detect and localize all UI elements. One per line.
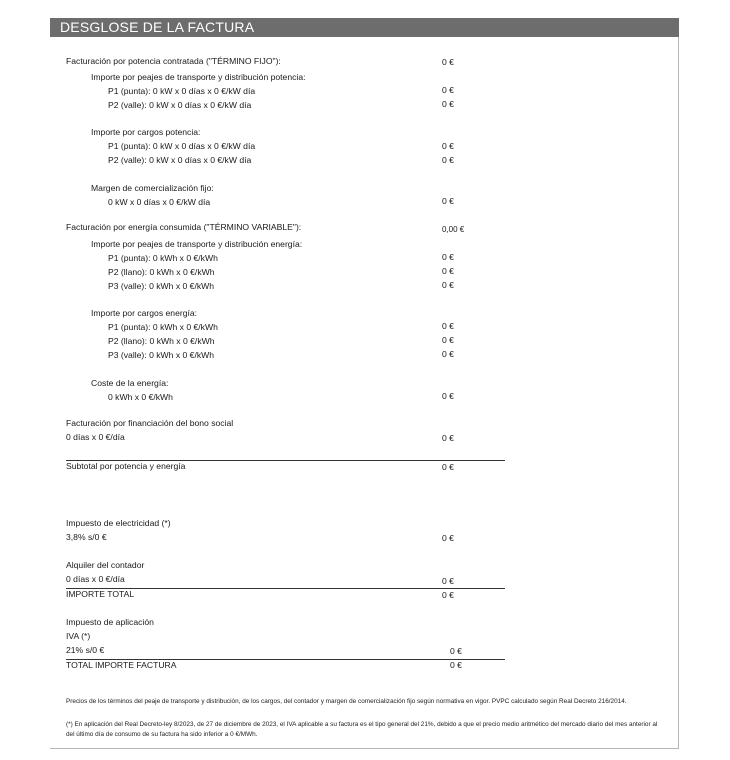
energy-cost-value: 0 € — [442, 391, 454, 401]
energy-tolls-label: Importe por peajes de transporte y distribución energía: — [91, 239, 303, 249]
energy-tolls-p2-value: 0 € — [442, 266, 454, 276]
vat-detail: 21% s/0 € — [66, 645, 105, 655]
electricity-tax-label: Impuesto de electricidad (*) — [66, 518, 171, 528]
total-amount-label: IMPORTE TOTAL — [66, 589, 135, 599]
fixed-margin-value: 0 € — [442, 196, 454, 206]
energy-tolls-p3: P3 (valle): 0 kWh x 0 €/kWh — [108, 281, 215, 291]
social-bonus-detail: 0 días x 0 €/día — [66, 432, 125, 442]
energy-tolls-p3-value: 0 € — [442, 280, 454, 290]
energy-cost-detail: 0 kWh x 0 €/kWh — [108, 392, 173, 402]
fixed-charges-p1-value: 0 € — [442, 141, 454, 151]
fixed-charges-p1: P1 (punta): 0 kW x 0 días x 0 €/kW día — [108, 141, 256, 151]
meter-rental-label: Alquiler del contador — [66, 560, 145, 570]
energy-charges-p3-value: 0 € — [442, 349, 454, 359]
total-amount-value: 0 € — [442, 590, 454, 600]
variable-term-value: 0,00 € — [442, 225, 465, 234]
energy-tolls-p2: P2 (llano): 0 kWh x 0 €/kWh — [108, 267, 215, 277]
fixed-tolls-p1: P1 (punta): 0 kW x 0 días x 0 €/kW día — [108, 86, 256, 96]
fixed-margin-label: Margen de comercialización fijo: — [91, 183, 214, 193]
electricity-tax-detail: 3,8% s/0 € — [66, 532, 107, 542]
energy-charges-label: Importe por cargos energía: — [91, 308, 198, 318]
energy-charges-p1-value: 0 € — [442, 321, 454, 331]
meter-rental-detail: 0 días x 0 €/día — [66, 574, 125, 584]
electricity-tax-value: 0 € — [442, 533, 454, 543]
energy-cost-label: Coste de la energía: — [91, 378, 169, 388]
energy-tolls-p1-value: 0 € — [442, 252, 454, 262]
meter-rental-value: 0 € — [442, 576, 454, 586]
fixed-charges-p2: P2 (valle): 0 kW x 0 días x 0 €/kW día — [108, 155, 252, 165]
fixed-charges-label: Importe por cargos potencia: — [91, 127, 201, 137]
fixed-term-label: Facturación por potencia contratada ("TÉRMINO FIJO"): — [66, 56, 281, 66]
applied-tax-label: Impuesto de aplicación — [66, 617, 154, 627]
fixed-tolls-p1-value: 0 € — [442, 85, 454, 95]
fixed-term-value: 0 € — [442, 57, 454, 67]
subtotal-label: Subtotal por potencia y energía — [66, 461, 186, 471]
vat-label: IVA (*) — [66, 631, 91, 641]
variable-term-label: Facturación por energía consumida ("TÉRMINO VARIABLE"): — [66, 222, 302, 232]
invoice-total-value: 0 € — [450, 660, 462, 670]
fixed-charges-p2-value: 0 € — [442, 155, 454, 165]
social-bonus-value: 0 € — [442, 433, 454, 443]
energy-charges-p1: P1 (punta): 0 kWh x 0 €/kWh — [108, 322, 218, 332]
energy-charges-p3: P3 (valle): 0 kWh x 0 €/kWh — [108, 350, 215, 360]
social-bonus-label: Facturación por financiación del bono social — [66, 418, 234, 428]
footnote-vat: (*) En aplicación del Real Decreto-ley 8/2023, de 27 de diciembre de 2023, el IVA aplicable a su factura es el tipo general del 21%, debido a que el precio medio aritmético del mercado diario del mes anterior al del último día de consumo de su factura ha sido inferior a 0 €/MWh. — [66, 721, 658, 738]
energy-tolls-p1: P1 (punta): 0 kWh x 0 €/kWh — [108, 253, 218, 263]
invoice-total-label: TOTAL IMPORTE FACTURA — [66, 660, 177, 670]
fixed-margin-detail: 0 kW x 0 días x 0 €/kW día — [108, 197, 211, 207]
footnote-prices: Precios de los términos del peaje de transporte y distribución, de los cargos, del contador y margen de comercialización fijo según normativa en vigor. PVPC calculado según Real Decreto 216/2014. — [66, 698, 627, 705]
section-header: DESGLOSE DE LA FACTURA — [50, 18, 679, 37]
vat-value: 0 € — [450, 646, 462, 656]
fixed-tolls-p2-value: 0 € — [442, 99, 454, 109]
energy-charges-p2: P2 (llano): 0 kWh x 0 €/kWh — [108, 336, 215, 346]
fixed-tolls-p2: P2 (valle): 0 kW x 0 días x 0 €/kW día — [108, 100, 252, 110]
subtotal-value: 0 € — [442, 462, 454, 472]
fixed-tolls-label: Importe por peajes de transporte y distribución potencia: — [91, 72, 306, 82]
energy-charges-p2-value: 0 € — [442, 335, 454, 345]
